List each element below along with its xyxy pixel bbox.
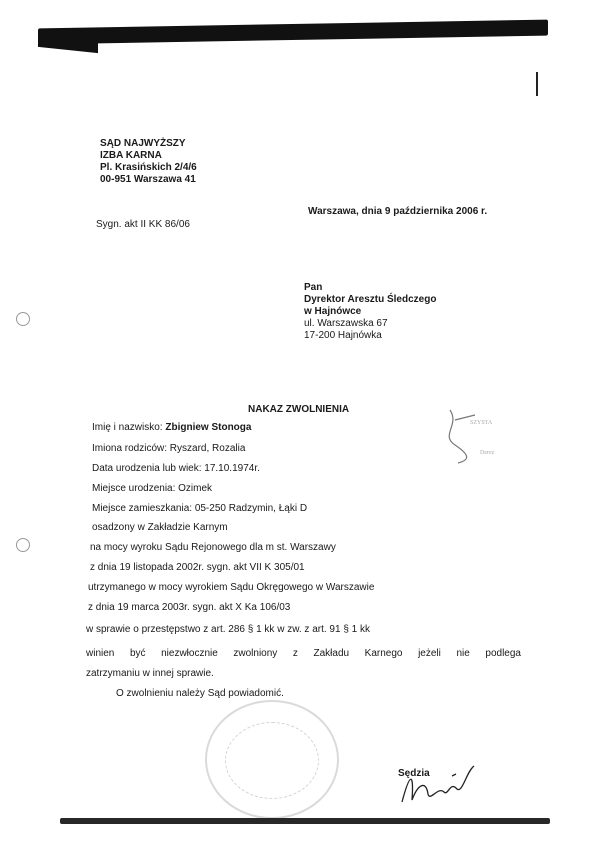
name-value: Zbigniew Stonoga [165,422,252,433]
recipient-title: Dyrektor Aresztu Śledczego [304,294,437,305]
court-seal-eagle [225,722,319,799]
appeal-date-row: z dnia 19 marca 2003r. sygn. akt X Ka 106/03 [88,602,291,613]
document-title: NAKAZ ZWOLNIENIA [248,404,350,415]
offense-row: w sprawie o przestępstwo z art. 286 § 1 kk w zw. z art. 91 § 1 kk [86,624,371,635]
sender-line: Pl. Krasińskich 2/4/6 [100,162,197,173]
recipient-location: w Hajnówce [304,306,362,317]
verdict-date-row: z dnia 19 listopada 2002r. sygn. akt VII K 305/01 [90,562,305,573]
name-row [92,422,251,433]
appeal-row: utrzymanego w mocy wyrokiem Sądu Okręgowego w Warszawie [88,582,375,593]
edge-mark [536,72,538,96]
held-row: osadzony w Zakładzie Karnym [92,522,228,533]
clerk-stamp-name: Derez [480,450,495,456]
place-date: Warszawa, dnia 9 października 2006 r. [308,206,488,217]
parents-row: Imiona rodziców: Ryszard, Rozalia [92,443,246,454]
sender-line: SĄD NAJWYŻSZY [100,138,186,149]
order-line-2: zatrzymaniu w innej sprawie. [86,668,214,679]
sender-line: IZBA KARNA [100,150,162,161]
recipient-salutation: Pan [304,282,323,293]
clerk-stamp-text: SZYSTA [470,420,493,426]
clerk-signature [430,405,500,465]
punch-hole [16,312,30,326]
punch-hole [16,538,30,552]
recipient-street: ul. Warszawska 67 [304,318,388,329]
verdict-row: na mocy wyroku Sądu Rejonowego dla m st. Warszawy [90,542,336,553]
signature-label: Sędzia [398,768,430,779]
notify-line: O zwolnieniu należy Sąd powiadomić. [116,688,284,699]
order-line-1: winien być niezwłocznie zwolniony z Zakładu Karnego jeżeli nie podlega [86,648,521,659]
name-label: Imię i nazwisko: [92,422,166,433]
sender-line: 00-951 Warszawa 41 [100,174,196,185]
birth-place-row: Miejsce urodzenia: Ozimek [92,483,213,494]
scan-edge-bottom [60,818,550,824]
birth-date-row: Data urodzenia lub wiek: 17.10.1974r. [92,463,260,474]
scan-edge-top [38,20,548,45]
recipient-postal: 17-200 Hajnówka [304,330,382,341]
case-number: Sygn. akt II KK 86/06 [96,219,190,230]
residence-row: Miejsce zamieszkania: 05-250 Radzymin, Łąki D [92,503,308,514]
judge-signature [392,762,492,810]
